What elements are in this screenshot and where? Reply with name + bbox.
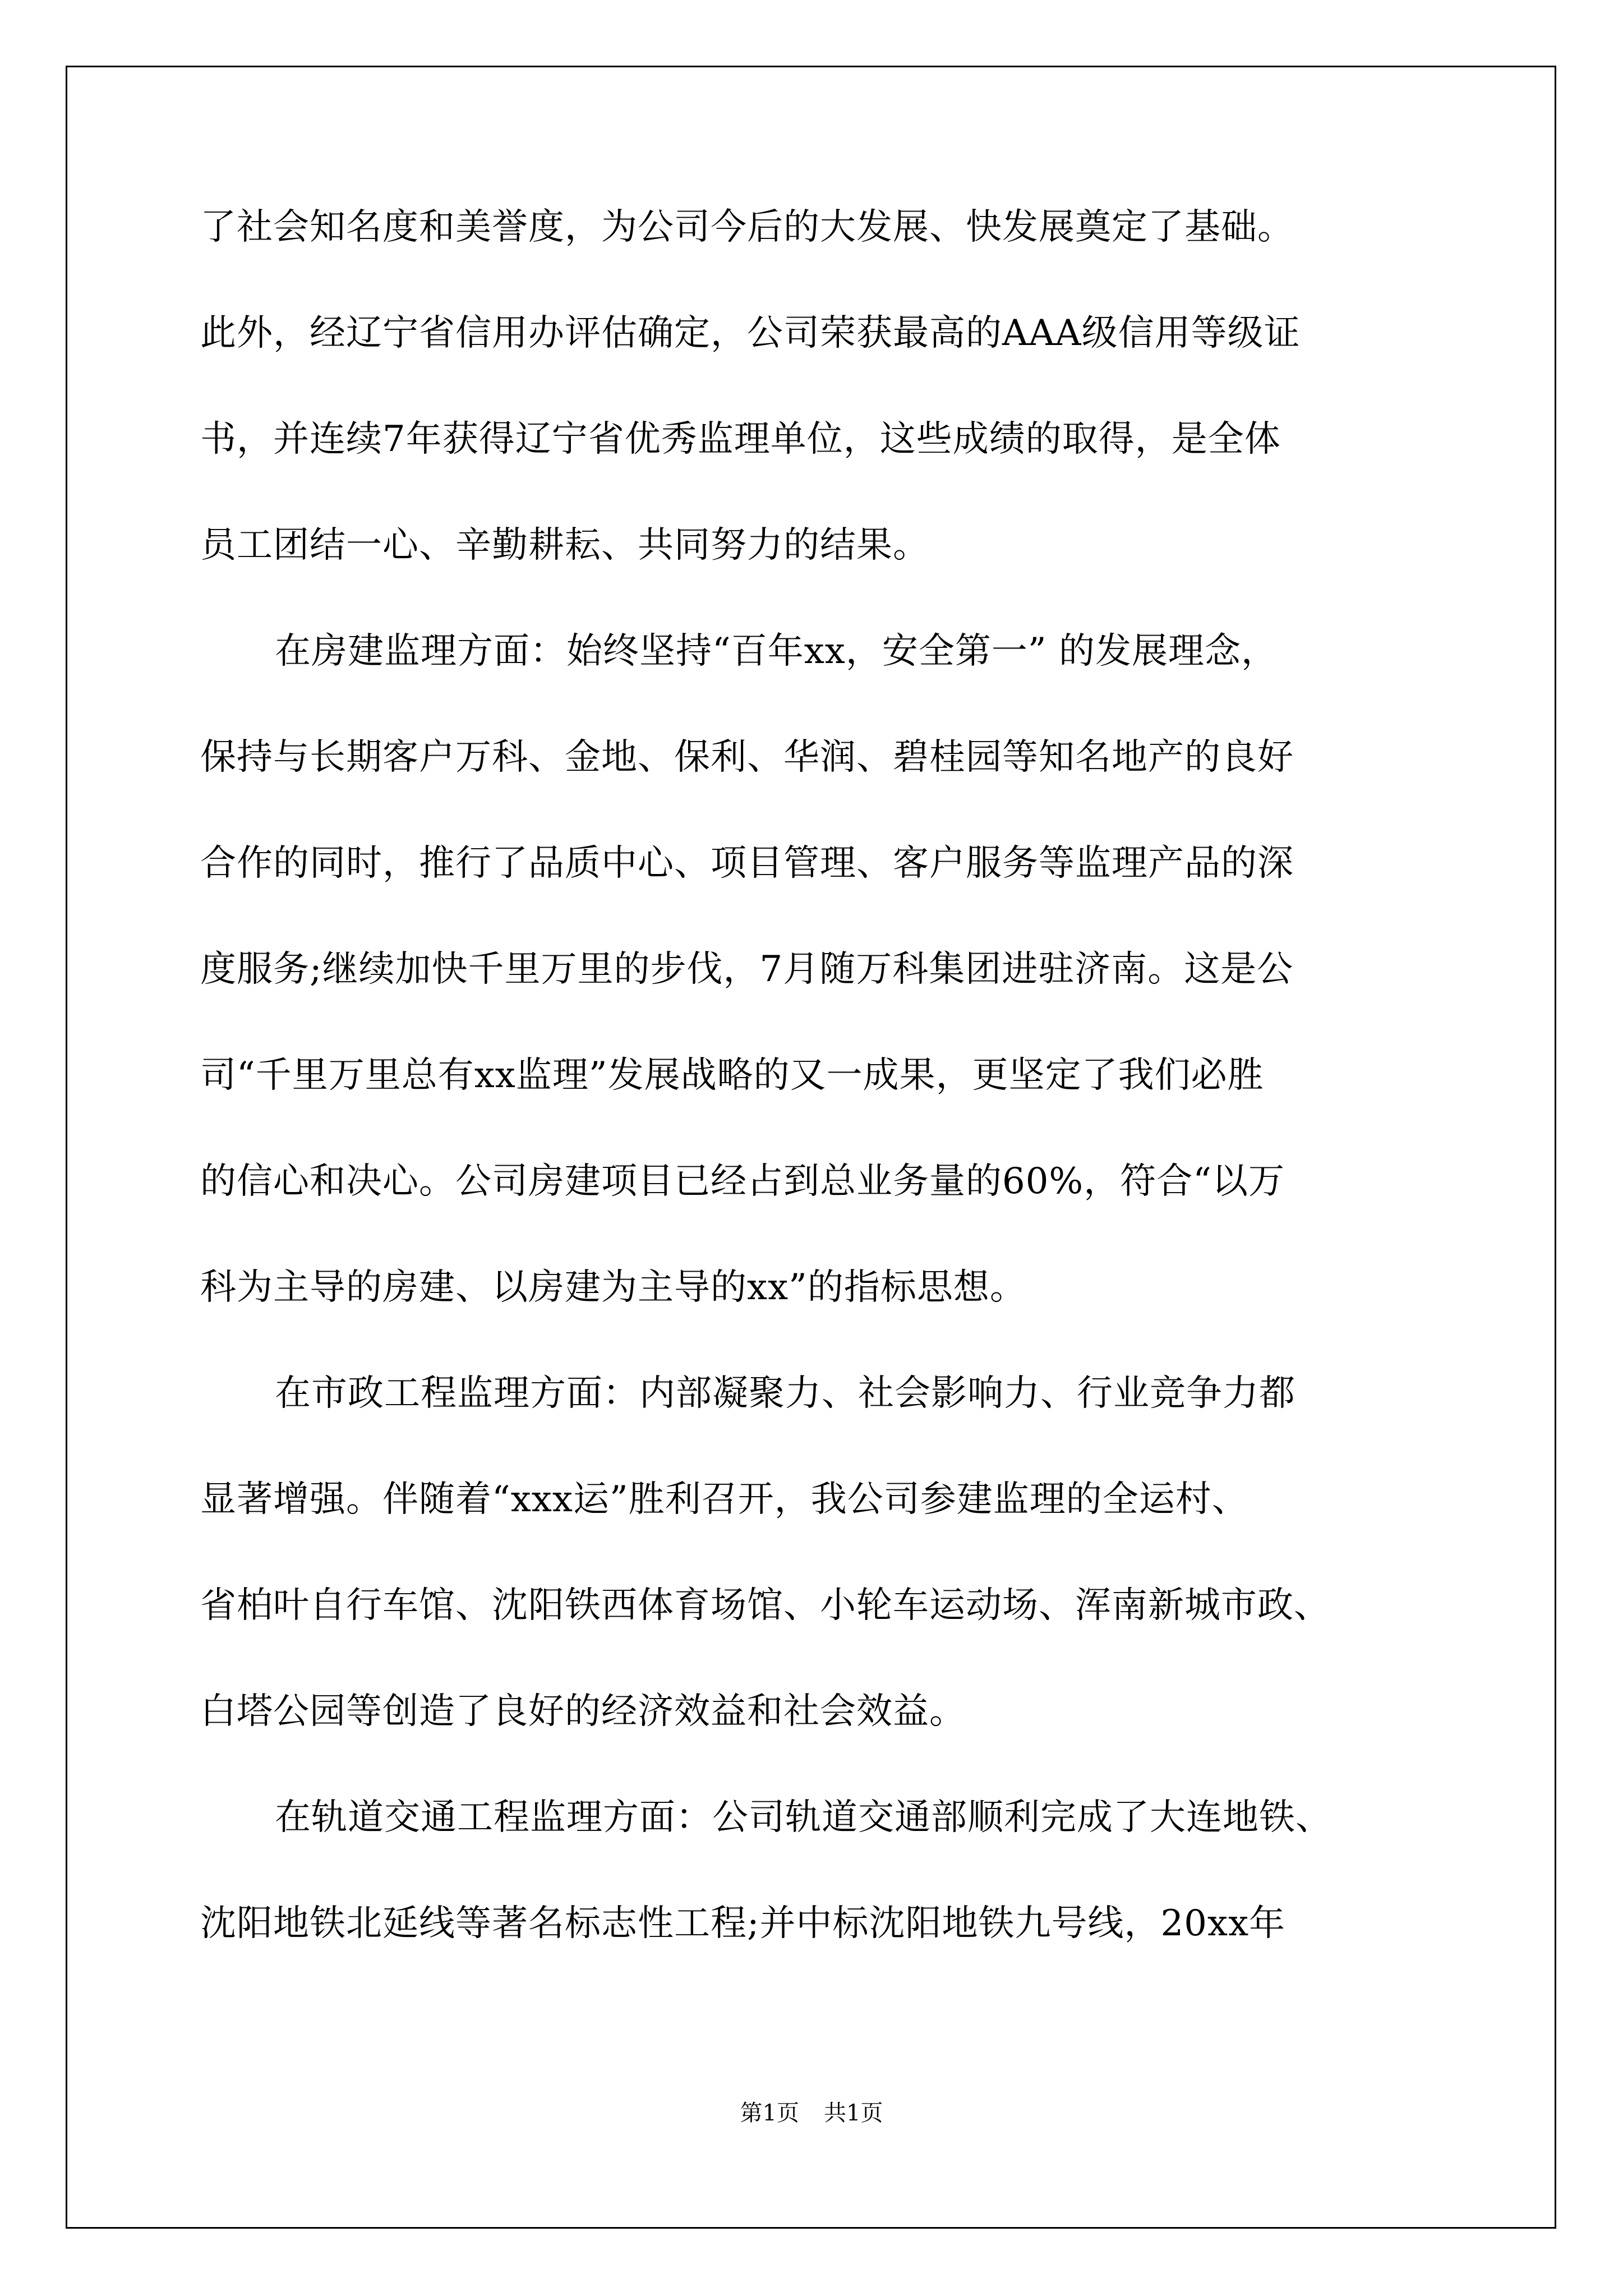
page-total: 共1页: [824, 2100, 883, 2126]
text-line: 书，并连续7年获得辽宁省优秀监理单位，这些成绩的取得，是全体: [200, 418, 1281, 460]
paragraph-start-line: 在市政工程监理方面：内部凝聚力、社会影响力、行业竞争力都: [275, 1373, 1295, 1414]
paragraph-start-line: 在轨道交通工程监理方面：公司轨道交通部顺利完成了大连地铁、: [275, 1797, 1332, 1838]
paragraph-start-line: 在房建监理方面：始终坚持“百年xx，安全第一” 的发展理念，: [275, 631, 1278, 672]
text-line: 显著增强。伴随着“xxx运”胜利召开，我公司参建监理的全运村、: [200, 1479, 1248, 1520]
text-line: 的信心和决心。公司房建项目已经占到总业务量的60%，符合“以万: [200, 1161, 1285, 1202]
text-line: 省柏叶自行车馆、沈阳铁西体育场馆、小轮车运动场、浑南新城市政、: [200, 1585, 1330, 1626]
page-footer: [0, 2096, 1623, 2130]
text-line: 司“千里万里总有xx监理”发展战略的又一成果，更坚定了我们必胜: [200, 1055, 1264, 1096]
document-body: [200, 194, 1423, 1996]
text-line: 科为主导的房建、以房建为主导的xx”的指标思想。: [200, 1267, 1026, 1308]
text-line: 员工团结一心、辛勤耕耘、共同努力的结果。: [200, 524, 929, 566]
text-line: 合作的同时，推行了品质中心、项目管理、客户服务等监理产品的深: [200, 843, 1294, 884]
text-line: 白塔公园等创造了良好的经济效益和社会效益。: [200, 1691, 966, 1732]
text-line: 沈阳地铁北延线等著名标志性工程;并中标沈阳地铁九号线，20xx年: [200, 1903, 1286, 1944]
text-line: 此外，经辽宁省信用办评估确定，公司荣获最高的AAA级信用等级证: [200, 312, 1301, 354]
page-number: 第1页: [740, 2100, 799, 2126]
text-line: 了社会知名度和美誉度，为公司今后的大发展、快发展奠定了基础。: [200, 206, 1294, 248]
text-line: 度服务;继续加快千里万里的步伐，7月随万科集团进驻济南。这是公: [200, 949, 1294, 990]
text-line: 保持与长期客户万科、金地、保利、华润、碧桂园等知名地产的良好: [200, 737, 1294, 778]
